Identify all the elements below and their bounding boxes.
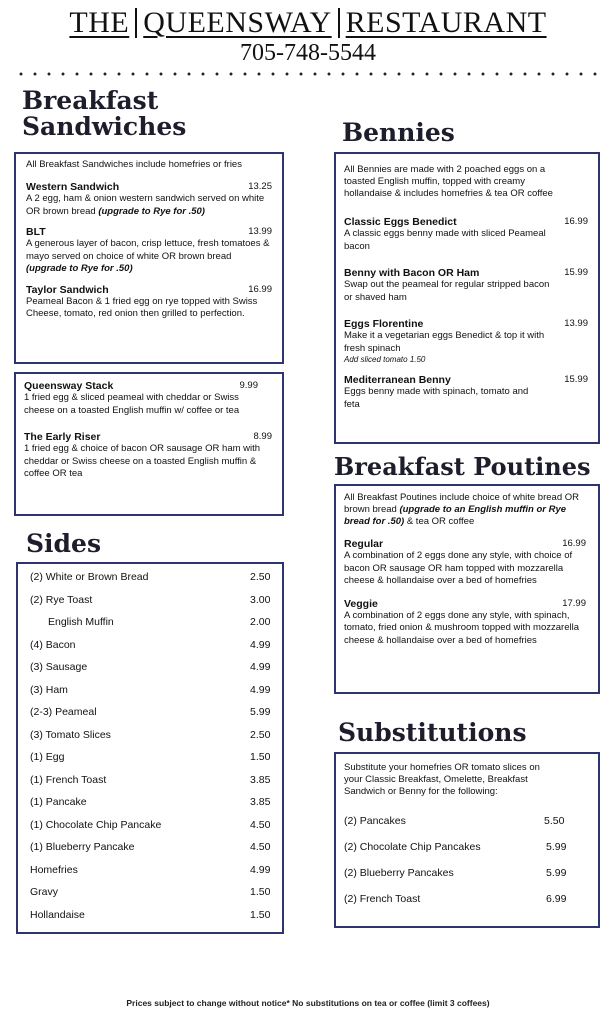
side-name: (2) White or Brown Bread [30, 571, 149, 583]
item-name: Mediterranean Benny [344, 374, 451, 386]
substitution-price: 5.50 [544, 815, 565, 827]
heading-line: Breakfast [22, 86, 159, 115]
side-price: 4.99 [250, 638, 271, 651]
item-price: 15.99 [564, 267, 588, 278]
item-description: A generous layer of bacon, crisp lettuce, fresh tomatoes & mayo served on choice of white OR brown bread (upgrade to Rye for .50) [26, 238, 270, 274]
side-item [30, 791, 282, 814]
side-item [30, 881, 282, 904]
bennies-box [334, 152, 600, 444]
substitution-name: (2) Pancakes [344, 815, 406, 827]
side-price: 1.50 [250, 751, 271, 763]
upgrade-note: (upgrade to Rye for .50) [98, 205, 205, 217]
item-price: 13.25 [248, 181, 272, 192]
item-name: Classic Eggs Benedict [344, 216, 457, 228]
breakfast-poutines-box [334, 484, 600, 694]
menu-item [344, 538, 586, 588]
side-price: 1.50 [250, 908, 271, 921]
side-name: (1) Chocolate Chip Pancake [30, 818, 162, 831]
name-part-the: THE [69, 6, 130, 39]
menu-item [344, 318, 588, 364]
breakfast-poutines-heading: Breakfast Poutines [334, 452, 591, 481]
substitution-name: (2) Blueberry Pancakes [344, 867, 454, 879]
footer-note: Prices subject to change without notice* No substitutions on tea or coffee (limit 3 coffees) [126, 998, 490, 1008]
side-item [30, 724, 282, 747]
substitution-price: 6.99 [546, 893, 567, 905]
side-item [30, 679, 282, 702]
side-price: 2.50 [250, 728, 271, 741]
menu-item [26, 284, 272, 321]
side-name: (3) Tomato Slices [30, 728, 111, 741]
item-name: Queensway Stack [24, 380, 114, 392]
side-price: 4.99 [250, 863, 271, 876]
phone-number: 705-748-5544 [240, 40, 376, 66]
divider-bar [135, 8, 137, 38]
sides-list [30, 566, 282, 926]
side-item [30, 814, 282, 837]
side-name: Gravy [30, 886, 59, 898]
item-price: 13.99 [564, 318, 588, 329]
name-part-restaurant: RESTAURANT [345, 6, 547, 39]
item-price: 16.99 [248, 283, 272, 295]
side-item [30, 746, 282, 769]
side-item [30, 701, 282, 724]
side-item [30, 634, 282, 657]
side-price: 4.99 [250, 683, 271, 696]
side-price: 4.50 [250, 818, 271, 831]
side-price: 5.99 [250, 706, 271, 718]
side-price: 2.00 [250, 616, 271, 628]
menu-item [344, 598, 586, 648]
sides-box [16, 562, 284, 934]
side-name: (2) Rye Toast [30, 593, 93, 606]
upgrade-note: (upgrade to Rye for .50) [26, 263, 133, 274]
side-price: 3.85 [250, 773, 271, 786]
side-name: English Muffin [48, 616, 114, 628]
menu-item [26, 226, 272, 276]
substitution-name: (2) Chocolate Chip Pancakes [344, 841, 481, 853]
sides-heading: Sides [26, 529, 102, 558]
divider-bar [338, 8, 340, 38]
side-item [30, 656, 282, 679]
side-name: Homefries [30, 863, 78, 876]
item-name: The Early Riser [24, 431, 101, 443]
side-price: 4.50 [250, 841, 271, 853]
breakfast-sandwiches-heading [22, 88, 186, 141]
side-name: (4) Bacon [30, 638, 76, 651]
substitution-name: (2) French Toast [344, 893, 421, 905]
add-on-note: Add sliced tomato 1.50 [344, 355, 426, 364]
substitutions-box [334, 752, 600, 928]
substitutions-heading: Substitutions [338, 718, 527, 747]
menu-item [344, 216, 588, 253]
menu-item [24, 431, 272, 481]
item-name: BLT [26, 226, 46, 238]
bennies-heading: Bennies [342, 118, 455, 147]
side-name: Hollandaise [30, 908, 85, 921]
item-description: A 2 egg, ham & onion western sandwich served on white OR brown bread (upgrade to Rye for .50) [26, 193, 265, 217]
item-name: Taylor Sandwich [26, 283, 109, 296]
item-name: Western Sandwich [26, 181, 120, 193]
side-price: 3.00 [250, 593, 271, 606]
restaurant-name [0, 6, 616, 40]
menu-item [344, 267, 588, 304]
item-description: Eggs benny made with spinach, tomato and feta [344, 386, 529, 410]
item-description: A combination of 2 eggs done any style, with choice of bacon OR sausage OR ham topped with mozzarella cheese & hollandaise over a bed of homefries [344, 550, 573, 586]
item-name: Benny with Bacon OR Ham [344, 267, 480, 279]
substitution-item [344, 808, 586, 834]
item-description: Peameal Bacon & 1 fried egg on rye topped with Swiss Cheese, tomato, red onion then grilled to perfection. [26, 295, 258, 319]
item-name: Eggs Florentine [344, 318, 424, 330]
side-price: 3.85 [250, 796, 271, 808]
dotted-divider [14, 72, 604, 76]
side-name: (1) Pancake [30, 796, 87, 808]
heading-line: Sandwiches [22, 112, 187, 142]
menu-item [344, 374, 588, 411]
side-name: (3) Ham [30, 683, 68, 696]
item-description: Swap out the peameal for regular stripped bacon or shaved ham [344, 279, 550, 303]
menu-item [24, 380, 272, 417]
item-description: A classic eggs benny made with sliced Peameal bacon [344, 228, 546, 252]
side-item [30, 566, 282, 589]
side-price: 1.50 [250, 886, 271, 898]
sandwiches-intro: All Breakfast Sandwiches include homefries or fries [26, 159, 242, 170]
item-price: 15.99 [564, 374, 588, 385]
item-description: Make it a vegetarian eggs Benedict & top it with fresh spinach [344, 330, 545, 354]
upgrade-note: (upgrade to an English muffin or Rye bread for .50) [344, 504, 567, 527]
bennies-intro: All Bennies are made with 2 poached eggs on a toasted English muffin, topped with creamy hollandaise & includes homefries & tea OR coffee [344, 164, 553, 199]
item-description: 1 fried egg & choice of bacon OR sausage OR ham with cheddar or Swiss cheese on a toasted English muffin & coffee OR tea [24, 443, 261, 479]
item-description: A combination of 2 eggs done any style, with spinach, tomato, fried onion & mushroom topped with mozzarella cheese & hollandaise over a bed of homefries [344, 609, 579, 646]
stack-box [14, 372, 284, 516]
substitution-item [344, 834, 586, 860]
side-item [30, 859, 282, 882]
side-price: 4.99 [250, 661, 271, 673]
side-name: (1) Blueberry Pancake [30, 841, 135, 853]
item-name: Veggie [344, 597, 378, 610]
substitution-price: 5.99 [546, 867, 567, 879]
breakfast-sandwiches-box [14, 152, 284, 364]
side-item [30, 611, 282, 634]
side-item [30, 836, 282, 859]
item-description: 1 fried egg & sliced peameal with cheddar or Swiss cheese on a toasted English muffin w/ coffee or tea [24, 392, 240, 416]
substitution-price: 5.99 [546, 841, 567, 853]
item-name: Regular [344, 538, 384, 550]
side-name: (1) French Toast [30, 773, 107, 786]
side-item [30, 589, 282, 612]
substitution-item [344, 860, 586, 886]
substitution-item [344, 886, 586, 912]
substitutions-list [344, 808, 586, 912]
item-price: 9.99 [239, 380, 258, 391]
substitutions-intro: Substitute your homefries OR tomato slices on your Classic Breakfast, Omelette, Breakfast Sandwich or Benny for the following: [344, 762, 540, 797]
item-price: 16.99 [562, 538, 586, 549]
name-part-queensway: QUEENSWAY [143, 6, 332, 39]
side-item [30, 904, 282, 927]
item-price: 16.99 [564, 216, 588, 227]
item-price: 13.99 [248, 226, 272, 237]
item-price: 17.99 [562, 597, 586, 609]
poutines-intro: All Breakfast Poutines include choice of white bread OR brown bread (upgrade to an English muffin or Rye bread for .50) & tea OR coffee [344, 492, 579, 527]
menu-item [26, 181, 272, 218]
side-name: (3) Sausage [30, 661, 88, 673]
side-name: (2-3) Peameal [30, 706, 97, 718]
item-price: 8.99 [253, 431, 272, 442]
side-item [30, 769, 282, 792]
side-price: 2.50 [250, 571, 271, 583]
side-name: (1) Egg [30, 751, 65, 763]
